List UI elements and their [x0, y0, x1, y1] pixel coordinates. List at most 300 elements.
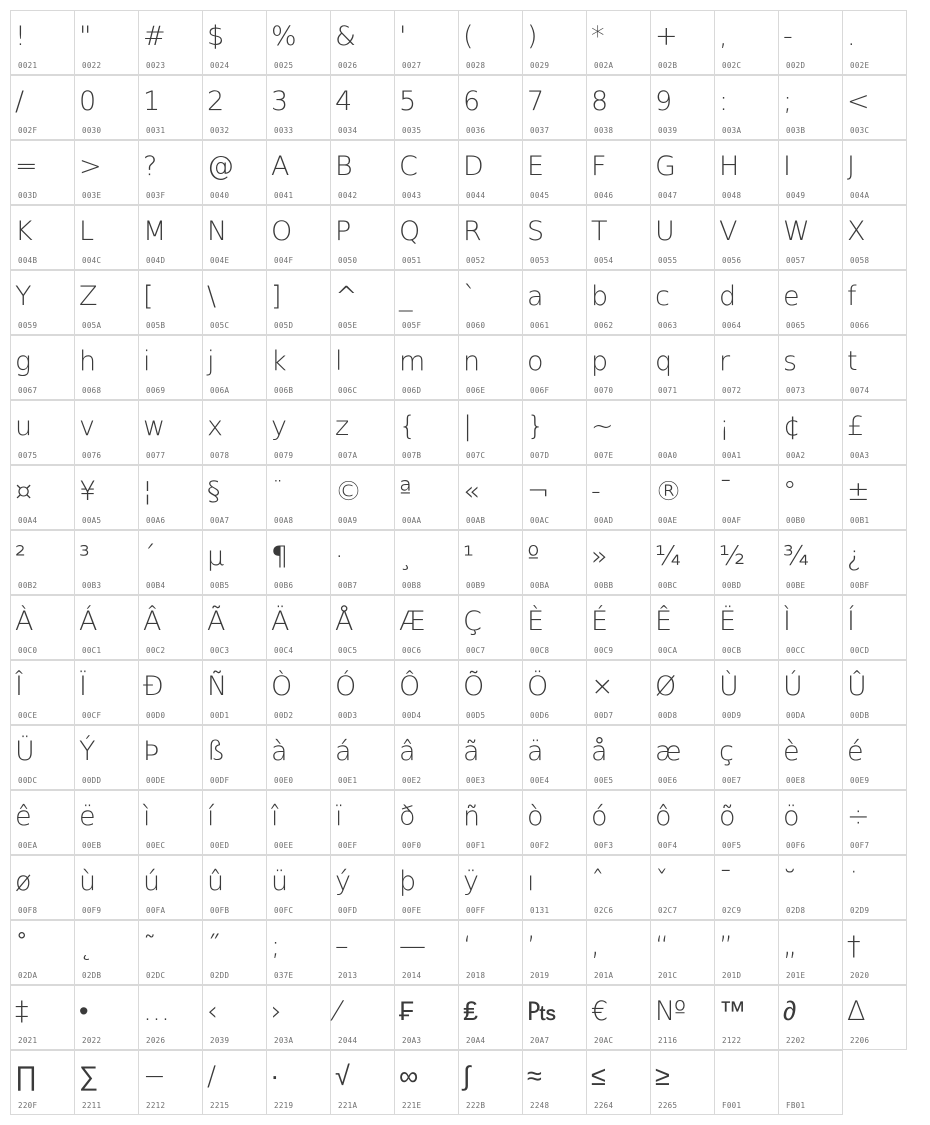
glyph-cell [266, 660, 331, 725]
glyph-codepoint: 00BD [722, 581, 742, 590]
glyph-char: F [591, 151, 607, 182]
glyph-char: 9 [655, 86, 673, 117]
glyph-codepoint: 0047 [658, 191, 678, 200]
glyph-cell [586, 465, 651, 530]
glyph-codepoint: 02DD [210, 971, 230, 980]
glyph-cell [266, 10, 331, 75]
glyph-char: ∆ [847, 996, 866, 1027]
glyph-char: â [399, 736, 416, 767]
glyph-cell [586, 595, 651, 660]
glyph-codepoint: 0060 [466, 321, 486, 330]
glyph-codepoint: 220F [18, 1101, 38, 1110]
glyph-cell [650, 1050, 715, 1115]
glyph-cell [202, 660, 267, 725]
glyph-codepoint: 00CE [18, 711, 38, 720]
glyph-cell [394, 530, 459, 595]
glyph-codepoint: 007A [338, 451, 358, 460]
glyph-cell [394, 10, 459, 75]
glyph-cell [394, 595, 459, 660]
glyph-codepoint: 0068 [82, 386, 102, 395]
glyph-codepoint: 2212 [146, 1101, 166, 1110]
glyph-cell [650, 855, 715, 920]
glyph-char: ² [15, 541, 26, 572]
glyph-cell [842, 920, 907, 985]
glyph-char: † [847, 931, 861, 962]
glyph-cell [522, 660, 587, 725]
glyph-codepoint: 00FB [210, 906, 230, 915]
glyph-codepoint: 004A [850, 191, 870, 200]
glyph-cell [842, 595, 907, 660]
glyph-codepoint: 00F9 [82, 906, 102, 915]
glyph-cell [458, 725, 523, 790]
glyph-char: # [143, 21, 166, 52]
glyph-char: b [591, 281, 609, 312]
glyph-char: Ó [335, 671, 357, 702]
glyph-char: P [335, 216, 352, 247]
glyph-char: ” [719, 931, 733, 962]
glyph-row [10, 595, 920, 660]
glyph-cell [714, 985, 779, 1050]
glyph-cell [138, 75, 203, 140]
glyph-cell [458, 400, 523, 465]
glyph-char: - [591, 476, 601, 507]
glyph-cell [778, 855, 843, 920]
glyph-codepoint: 0032 [210, 126, 230, 135]
glyph-char: N [207, 216, 228, 247]
glyph-codepoint: 00FF [466, 906, 486, 915]
glyph-cell [330, 660, 395, 725]
glyph-cell [202, 595, 267, 660]
glyph-char: 6 [463, 86, 481, 117]
glyph-codepoint: 002C [722, 61, 742, 70]
glyph-codepoint: 002D [786, 61, 806, 70]
glyph-cell [586, 75, 651, 140]
glyph-char: ° [783, 476, 797, 507]
glyph-char: õ [719, 801, 736, 832]
glyph-codepoint: 00E1 [338, 776, 358, 785]
glyph-char: » [591, 541, 608, 572]
glyph-cell [266, 270, 331, 335]
glyph-char: Å [335, 606, 354, 637]
glyph-char: > [79, 151, 102, 182]
glyph-codepoint: 0023 [146, 61, 166, 70]
glyph-char: J [847, 151, 855, 182]
glyph-cell [330, 920, 395, 985]
glyph-char: < [847, 86, 870, 117]
glyph-cell [10, 140, 75, 205]
glyph-codepoint: 2206 [850, 1036, 870, 1045]
glyph-cell [266, 465, 331, 530]
glyph-codepoint: 00D3 [338, 711, 358, 720]
glyph-codepoint: 2014 [402, 971, 422, 980]
glyph-cell [74, 270, 139, 335]
glyph-char: z [335, 411, 350, 442]
glyph-cell [650, 725, 715, 790]
glyph-cell [138, 595, 203, 660]
glyph-codepoint: 02C7 [658, 906, 678, 915]
glyph-codepoint: 02C6 [594, 906, 614, 915]
glyph-cell [10, 725, 75, 790]
glyph-codepoint: 0077 [146, 451, 166, 460]
glyph-char: ∑ [79, 1061, 99, 1092]
glyph-codepoint: 00D0 [146, 711, 166, 720]
glyph-cell [714, 140, 779, 205]
glyph-char: Á [79, 606, 98, 637]
glyph-char: − [143, 1061, 166, 1092]
glyph-cell [522, 335, 587, 400]
glyph-codepoint: 00D1 [210, 711, 230, 720]
glyph-char: √ [335, 1061, 350, 1092]
glyph-codepoint: 00AA [402, 516, 422, 525]
glyph-char: R [463, 216, 482, 247]
glyph-codepoint: 0035 [402, 126, 422, 135]
glyph-codepoint: 00CD [850, 646, 870, 655]
glyph-char: I [783, 151, 791, 182]
glyph-row [10, 790, 920, 855]
glyph-char: · [335, 541, 344, 572]
glyph-codepoint: 006E [466, 386, 486, 395]
glyph-cell [458, 660, 523, 725]
glyph-char: G [655, 151, 676, 182]
glyph-cell [522, 270, 587, 335]
glyph-char: ‘ [463, 931, 472, 962]
glyph-codepoint: 00C3 [210, 646, 230, 655]
glyph-char: “ [655, 931, 669, 962]
glyph-codepoint: 00A7 [210, 516, 230, 525]
glyph-cell [266, 920, 331, 985]
glyph-codepoint: 221E [402, 1101, 422, 1110]
glyph-codepoint: 00A6 [146, 516, 166, 525]
glyph-cell [10, 465, 75, 530]
glyph-codepoint: 00EB [82, 841, 102, 850]
glyph-char: ≤ [591, 1061, 606, 1092]
glyph-char: ª [399, 476, 412, 507]
glyph-codepoint: 02DA [18, 971, 38, 980]
glyph-codepoint: 00FA [146, 906, 166, 915]
glyph-codepoint: 0063 [658, 321, 678, 330]
glyph-cell [138, 270, 203, 335]
glyph-codepoint: 0052 [466, 256, 486, 265]
glyph-char: [ [143, 281, 154, 312]
glyph-char: ¬ [527, 476, 550, 507]
glyph-char: Ç [463, 606, 482, 637]
glyph-char: ù [79, 866, 97, 897]
glyph-cell [266, 985, 331, 1050]
glyph-cell [330, 985, 395, 1050]
glyph-cell [778, 985, 843, 1050]
glyph-codepoint: 0044 [466, 191, 486, 200]
glyph-char: ± [847, 476, 870, 507]
glyph-char: ñ [463, 801, 481, 832]
glyph-char: Ô [399, 671, 421, 702]
glyph-char: } [527, 411, 545, 442]
glyph-cell [650, 400, 715, 465]
glyph-codepoint: 00CB [722, 646, 742, 655]
glyph-cell [330, 335, 395, 400]
glyph-codepoint: 201E [786, 971, 806, 980]
glyph-codepoint: 003D [18, 191, 38, 200]
glyph-codepoint: 00CC [786, 646, 806, 655]
glyph-char: Î [15, 671, 23, 702]
glyph-row [10, 660, 920, 725]
glyph-cell [778, 660, 843, 725]
glyph-cell [10, 920, 75, 985]
glyph-codepoint: 00E3 [466, 776, 486, 785]
glyph-char: V [719, 216, 738, 247]
glyph-cell [74, 465, 139, 530]
glyph-cell [10, 1050, 75, 1115]
glyph-row [10, 920, 920, 985]
glyph-char: ˝ [207, 931, 221, 962]
glyph-codepoint: 00C4 [274, 646, 294, 655]
glyph-char: " [79, 21, 92, 52]
glyph-char: 0 [79, 86, 97, 117]
glyph-codepoint: 00A3 [850, 451, 870, 460]
glyph-codepoint: 0031 [146, 126, 166, 135]
glyph-cell [714, 75, 779, 140]
glyph-codepoint: 2044 [338, 1036, 358, 1045]
glyph-codepoint: 005F [402, 321, 422, 330]
glyph-cell [714, 725, 779, 790]
glyph-cell [586, 920, 651, 985]
glyph-cell [522, 140, 587, 205]
glyph-codepoint: 0061 [530, 321, 550, 330]
glyph-cell [714, 595, 779, 660]
glyph-codepoint: 0062 [594, 321, 614, 330]
glyph-cell [394, 920, 459, 985]
glyph-cell [586, 985, 651, 1050]
glyph-cell [138, 855, 203, 920]
glyph-codepoint: 00D7 [594, 711, 614, 720]
glyph-char: ( [463, 21, 474, 52]
glyph-char: ˆ [591, 866, 605, 897]
glyph-codepoint: 00BA [530, 581, 550, 590]
glyph-char: ˙ [847, 866, 861, 897]
glyph-char: \ [207, 281, 217, 312]
glyph-cell [138, 725, 203, 790]
glyph-char: i [143, 346, 151, 377]
glyph-char: p [591, 346, 609, 377]
glyph-cell [458, 1050, 523, 1115]
glyph-char: È [527, 606, 545, 637]
glyph-codepoint: 2019 [530, 971, 550, 980]
glyph-cell [394, 790, 459, 855]
glyph-codepoint: 00D2 [274, 711, 294, 720]
glyph-cell [522, 465, 587, 530]
glyph-cell [842, 855, 907, 920]
glyph-char: ∫ [463, 1061, 471, 1092]
glyph-codepoint: 00F2 [530, 841, 550, 850]
glyph-codepoint: 00F7 [850, 841, 870, 850]
glyph-codepoint: 005A [82, 321, 102, 330]
glyph-cell [202, 140, 267, 205]
glyph-char: W [783, 216, 810, 247]
glyph-char: m [399, 346, 426, 377]
glyph-char: Õ [463, 671, 485, 702]
glyph-char: ¸ [399, 541, 413, 572]
glyph-char: d [719, 281, 737, 312]
glyph-cell [202, 1050, 267, 1115]
glyph-row [10, 10, 920, 75]
glyph-cell [522, 10, 587, 75]
glyph-codepoint: 0046 [594, 191, 614, 200]
glyph-codepoint: 00E6 [658, 776, 678, 785]
glyph-cell [842, 400, 907, 465]
glyph-char: o [527, 346, 544, 377]
glyph-codepoint: 2039 [210, 1036, 230, 1045]
glyph-char: g [15, 346, 32, 377]
glyph-codepoint: 0065 [786, 321, 806, 330]
glyph-cell [714, 920, 779, 985]
glyph-cell [138, 335, 203, 400]
glyph-row [10, 270, 920, 335]
glyph-codepoint: 0021 [18, 61, 38, 70]
glyph-codepoint: 203A [274, 1036, 294, 1045]
glyph-codepoint: 2013 [338, 971, 358, 980]
glyph-char: … [143, 996, 170, 1027]
glyph-cell [458, 855, 523, 920]
glyph-char: ÷ [847, 801, 870, 832]
glyph-codepoint: 00B7 [338, 581, 358, 590]
glyph-char: ÿ [463, 866, 479, 897]
glyph-char: Ø [655, 671, 677, 702]
glyph-cell [266, 855, 331, 920]
glyph-codepoint: 00AB [466, 516, 486, 525]
glyph-cell [650, 660, 715, 725]
glyph-char: K [15, 216, 33, 247]
glyph-codepoint: 00BB [594, 581, 614, 590]
glyph-row [10, 855, 920, 920]
glyph-codepoint: 0022 [82, 61, 102, 70]
glyph-char: Û [847, 671, 867, 702]
glyph-codepoint: 00D9 [722, 711, 742, 720]
glyph-codepoint: 00A2 [786, 451, 806, 460]
glyph-codepoint: 007B [402, 451, 422, 460]
glyph-cell [10, 660, 75, 725]
glyph-cell [778, 205, 843, 270]
glyph-codepoint: 00E7 [722, 776, 742, 785]
glyph-char: û [207, 866, 225, 897]
glyph-cell [842, 530, 907, 595]
glyph-cell [522, 790, 587, 855]
glyph-cell [650, 140, 715, 205]
glyph-codepoint: 00E5 [594, 776, 614, 785]
glyph-grid [10, 10, 920, 1115]
glyph-cell [458, 790, 523, 855]
glyph-char: æ [655, 736, 682, 767]
glyph-cell [842, 985, 907, 1050]
glyph-char: D [463, 151, 484, 182]
glyph-char: h [79, 346, 97, 377]
glyph-char: ¤ [15, 476, 33, 507]
glyph-char: T [591, 216, 608, 247]
glyph-codepoint: 00C6 [402, 646, 422, 655]
glyph-cell [778, 10, 843, 75]
glyph-char: % [271, 21, 297, 52]
glyph-cell [74, 790, 139, 855]
glyph-cell [650, 920, 715, 985]
glyph-cell [138, 920, 203, 985]
glyph-char: a [527, 281, 544, 312]
glyph-cell [330, 725, 395, 790]
glyph-cell [138, 400, 203, 465]
glyph-codepoint: 0041 [274, 191, 294, 200]
glyph-codepoint: 00F6 [786, 841, 806, 850]
glyph-char: É [591, 606, 609, 637]
glyph-cell [650, 790, 715, 855]
glyph-char: ò [527, 801, 544, 832]
glyph-codepoint: 004B [18, 256, 38, 265]
glyph-char: ˉ [719, 866, 733, 897]
glyph-codepoint: 00D6 [530, 711, 550, 720]
glyph-codepoint: 002B [658, 61, 678, 70]
glyph-cell [650, 595, 715, 660]
glyph-codepoint: 02DC [146, 971, 166, 980]
glyph-codepoint: 02D9 [850, 906, 870, 915]
glyph-codepoint: 00B5 [210, 581, 230, 590]
glyph-cell [714, 10, 779, 75]
glyph-cell [522, 400, 587, 465]
glyph-char: Z [79, 281, 98, 312]
glyph-row [10, 400, 920, 465]
glyph-cell [138, 985, 203, 1050]
glyph-cell [266, 530, 331, 595]
glyph-codepoint: 004D [146, 256, 166, 265]
glyph-cell [74, 205, 139, 270]
glyph-codepoint: 005C [210, 321, 230, 330]
glyph-codepoint: 2021 [18, 1036, 38, 1045]
glyph-cell [266, 595, 331, 660]
glyph-codepoint: 00BE [786, 581, 806, 590]
glyph-codepoint: 00FC [274, 906, 294, 915]
glyph-cell [266, 725, 331, 790]
glyph-char: B [335, 151, 353, 182]
glyph-codepoint: 0037 [530, 126, 550, 135]
glyph-cell [138, 790, 203, 855]
glyph-codepoint: 006B [274, 386, 294, 395]
glyph-cell [586, 140, 651, 205]
glyph-codepoint: 0066 [850, 321, 870, 330]
glyph-cell [778, 400, 843, 465]
glyph-row [10, 205, 920, 270]
glyph-cell [714, 530, 779, 595]
glyph-codepoint: 004E [210, 256, 230, 265]
glyph-codepoint: 00B9 [466, 581, 486, 590]
glyph-codepoint: 0040 [210, 191, 230, 200]
glyph-char: × [591, 671, 614, 702]
glyph-cell [458, 985, 523, 1050]
glyph-cell [266, 75, 331, 140]
glyph-codepoint: 00EE [274, 841, 294, 850]
glyph-codepoint: 007C [466, 451, 486, 460]
glyph-codepoint: 0034 [338, 126, 358, 135]
glyph-char: ó [591, 801, 608, 832]
glyph-codepoint: 00C9 [594, 646, 614, 655]
glyph-cell [74, 335, 139, 400]
glyph-codepoint: 00B6 [274, 581, 294, 590]
glyph-cell [330, 465, 395, 530]
glyph-cell [586, 530, 651, 595]
glyph-codepoint: 221A [338, 1101, 358, 1110]
glyph-char: C [399, 151, 418, 182]
glyph-cell [10, 985, 75, 1050]
glyph-codepoint: 0029 [530, 61, 550, 70]
glyph-codepoint: 0053 [530, 256, 550, 265]
glyph-codepoint: 005B [146, 321, 166, 330]
glyph-cell [330, 140, 395, 205]
glyph-char: v [79, 411, 95, 442]
glyph-codepoint: 2202 [786, 1036, 806, 1045]
